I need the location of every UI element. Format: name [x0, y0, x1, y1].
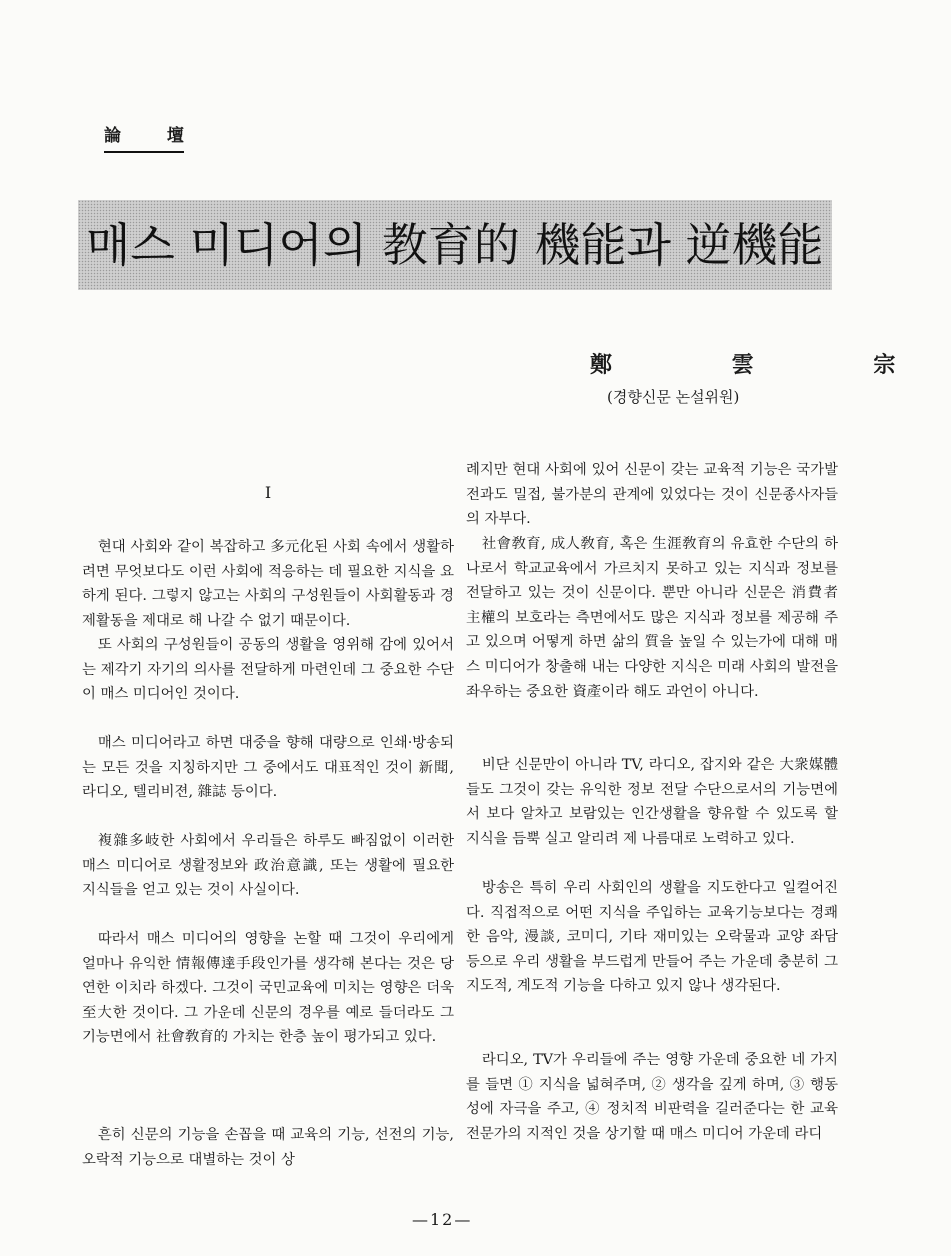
paragraph: 社會敎育, 成人敎育, 혹은 生涯敎育의 유효한 수단의 하나로서 학교교육에서 가르치지 못하고 있는 지식과 정보를 전달하고 있는 것이 신문이다. 뿐만 아니라 신문은 消費者 主權의 보호라는 측면에서도 많은 지식과 정보를 제공해 주고 있으며 어떻게 하면 삶의 質을 높일 수 있는가에 대해 매스 미디어가 창출해 내는 다양한 지식은 미래 사회의 발전을 좌우하는 중요한 資產이라 해도 과언이 아니다. [466, 536, 838, 700]
paragraph: 複雜多岐한 사회에서 우리들은 하루도 빠짐없이 이러한 매스 미디어로 생활정보와 政治意識, 또는 생활에 필요한 지식들을 얻고 있는 것이 사실이다. [82, 833, 454, 899]
author-affiliation: (경향신문 논설위원) [607, 388, 740, 406]
paragraph: 또 사회의 구성원들이 공동의 생활을 영위해 감에 있어서는 제각기 자기의 의사를 전달하게 마련인데 그 중요한 수단이 매스 미디어인 것이다. [82, 637, 454, 703]
paragraph: 비단 신문만이 아니라 TV, 라디오, 잡지와 같은 大衆媒體들도 그것이 갖는 유익한 정보 전달 수단으로서의 기능면에서 보다 알차고 보람있는 인간생활을 향유할 수 있도록 할 지식을 듬뿍 실고 알리려 제 나름대로 노력하고 있다. [466, 757, 838, 847]
section-label: 論 壇 [104, 128, 184, 153]
section-number: I [264, 483, 272, 502]
author-name: 鄭 雲 宗 [590, 352, 951, 378]
paragraph: 매스 미디어라고 하면 대중을 향해 대량으로 인쇄·방송되는 모든 것을 지칭하지만 그 중에서도 대표적인 것이 新聞, 라디오, 텔리비젼, 雜誌 등이다. [82, 735, 454, 801]
paragraph: 현대 사회와 같이 복잡하고 多元化된 사회 속에서 생활하려면 무엇보다도 이런 사회에 적응하는 데 필요한 지식을 요하게 된다. 그렇지 않고는 사회의 구성원들이 사회활동과 경제활동을 제대로 해 나갈 수 없기 때문이다. [82, 539, 454, 629]
article-title: 매스 미디어의 教育的 機能과 逆機能 [86, 218, 824, 272]
paragraph: 례지만 현대 사회에 있어 신문이 갖는 교육적 기능은 국가발전과도 밀접, 불가분의 관계에 있었다는 것이 신문종사자들의 자부다. [466, 462, 838, 528]
left-column [82, 458, 454, 1172]
paragraph: 흔히 신문의 기능을 손꼽을 때 교육의 기능, 선전의 기능, 오락적 기능으로 대별하는 것이 상 [82, 1127, 454, 1168]
page-number: —12— [412, 1210, 473, 1229]
paragraph: 방송은 특히 우리 사회인의 생활을 지도한다고 일컬어진다. 직접적으로 어떤 지식을 주입하는 교육기능보다는 경쾌한 음악, 漫談, 코미디, 기타 재미있는 오락물과 교양 좌담 등으로 우리 생활을 부드럽게 만들어 주는 가운데 충분히 그 지도적, 계도적 기능을 다하고 있지 않나 생각된다. [466, 880, 838, 995]
paragraph: 라디오, TV가 우리들에 주는 영향 가운데 중요한 네 가지를 들면 ① 지식을 넓혀주며, ② 생각을 깊게 하며, ③ 행동성에 자극을 주고, ④ 정치적 비판력을 길러준다는 한 교육전문가의 지적인 것을 상기할 때 매스 미디어 가운데 라디 [466, 1052, 838, 1142]
paragraph: 따라서 매스 미디어의 영향을 논할 때 그것이 우리에게 얼마나 유익한 情報傳達手段인가를 생각해 본다는 것은 당연한 이치라 하겠다. 그것이 국민교육에 미치는 영향은 더욱 至大한 것이다. 그 가운데 신문의 경우를 예로 들더라도 그 기능면에서 社會敎育的 가치는 한층 높이 평가되고 있다. [82, 931, 454, 1046]
right-column [466, 458, 838, 1171]
